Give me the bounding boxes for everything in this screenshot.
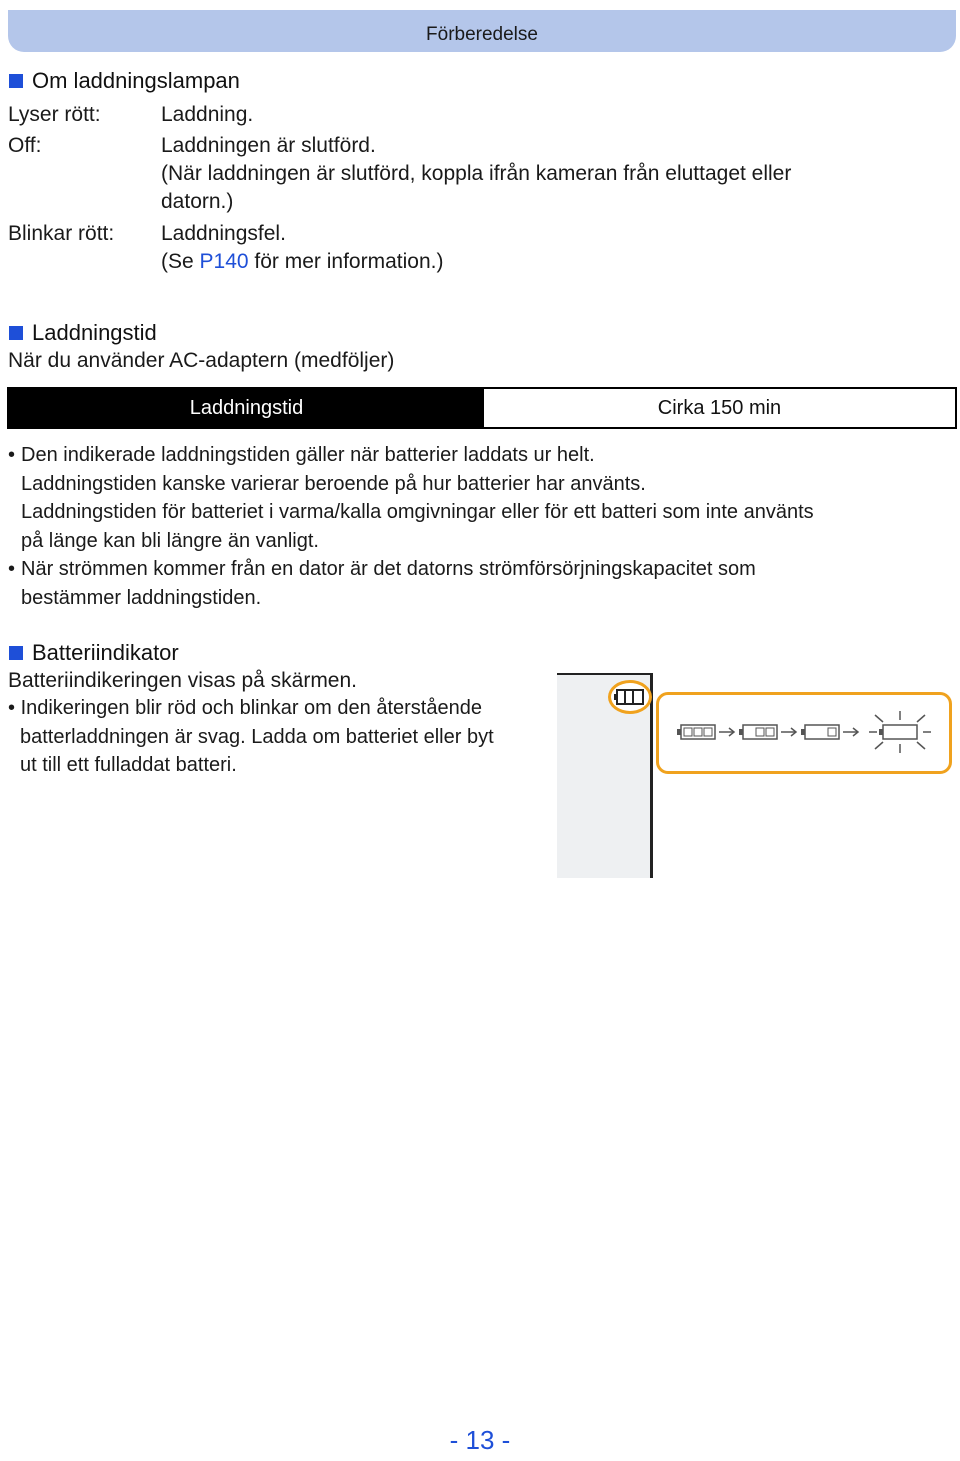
heading-square-icon	[9, 326, 23, 340]
lamp-desc-red: Laddning.	[161, 103, 254, 126]
battery-indicator-highlight	[608, 680, 652, 714]
lamp-heading: Om laddningslampan	[9, 68, 240, 94]
battery-note-line-3: ut till ett fulladdat batteri.	[20, 754, 237, 776]
battery-subtitle: Batteriindikeringen visas på skärmen.	[8, 669, 358, 692]
heading-square-icon	[9, 646, 23, 660]
battery-levels-callout	[656, 692, 952, 774]
battery-heading: Batteriindikator	[9, 640, 179, 666]
charge-time-heading: Laddningstid	[9, 320, 157, 346]
table-header-cell: Laddningstid	[9, 389, 484, 427]
page-number: - 13 -	[449, 1425, 511, 1455]
lamp-desc-off-1: Laddningen är slutförd.	[161, 134, 376, 157]
battery-two-thirds-icon	[739, 725, 777, 739]
lamp-desc-off-3: datorn.)	[161, 190, 234, 213]
battery-full-icon	[677, 725, 715, 739]
heading-square-icon	[9, 74, 23, 88]
arrow-right-icon	[719, 728, 734, 736]
lamp-desc-blink: Laddningsfel.	[161, 222, 286, 245]
lamp-see-more: (Se P140 för mer information.)	[161, 250, 444, 273]
charge-time-subtitle: När du använder AC-adaptern (medföljer)	[8, 349, 395, 372]
battery-empty-blinking-icon	[869, 711, 931, 753]
section-title: Förberedelse	[426, 24, 538, 45]
table-value-cell: Cirka 150 min	[657, 396, 782, 419]
page-link-p140[interactable]: P140	[199, 250, 249, 273]
charge-time-notes	[9, 441, 949, 612]
list-item: • Den indikerade laddningstiden gäller när batterier laddats ur helt. Laddningstiden kanske varierar beroende på hur batterier har använts. Laddningstiden för batteriet i varma/kalla omgivningar eller för ett batteri som inte använts på länge kan bli längre än vanligt.	[9, 441, 949, 555]
lamp-label-red: Lyser rött:	[8, 103, 101, 126]
battery-note-line-1: • Indikeringen blir röd och blinkar om den återstående	[8, 697, 482, 719]
battery-one-third-icon	[801, 725, 839, 739]
charge-time-table	[7, 387, 957, 429]
arrow-right-icon	[781, 728, 796, 736]
lamp-label-blink: Blinkar rött:	[8, 222, 115, 245]
battery-full-icon	[611, 683, 649, 711]
list-item: • När strömmen kommer från en dator är det datorns strömförsörjningskapacitet som bestämmer laddningstiden.	[9, 555, 949, 612]
arrow-right-icon	[843, 728, 858, 736]
header-band	[8, 10, 956, 52]
battery-note-line-2: batterladdningen är svag. Ladda om batteriet eller byt	[20, 726, 494, 748]
lamp-desc-off-2: (När laddningen är slutförd, koppla ifrån kameran från eluttaget eller	[161, 162, 792, 185]
lamp-label-off: Off:	[8, 134, 42, 157]
